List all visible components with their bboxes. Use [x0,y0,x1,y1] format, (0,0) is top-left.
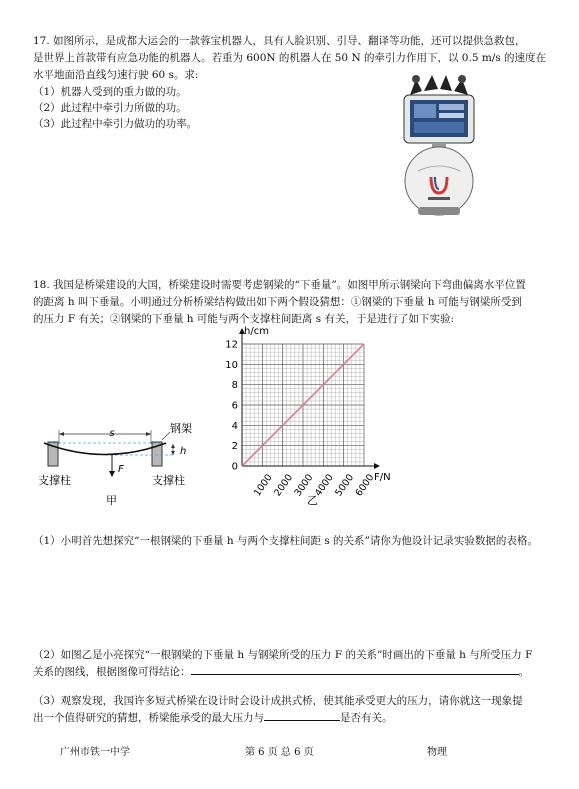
q17-line-1: 17. 如图所示，是成都大运会的一款蓉宝机器人，具有人脸识别、引导、翻译等功能，还可以提供急救包， [33,35,526,47]
q17-sub-2: （2）此过程中牵引力所做的功。 [33,102,187,114]
q17-sub-3: （3）此过程中牵引力做功的功率。 [33,118,198,130]
q18-sub-2-line-2 [33,665,529,679]
x-axis-arrow [374,463,380,469]
q18-line-1: 18. 我国是桥梁建设的大国，桥梁建设时需要考虑钢梁的“下垂量”。如图甲所示钢梁向下弯曲偏离水平位置 [33,279,526,291]
label-s: s [109,428,115,439]
x-tick-label: 1000 [251,472,275,499]
q18-line-3: 的压力 F 有关；②钢梁的下垂量 h 可能与两个支撑柱间距离 s 有关，于是进行了如下实验: [33,313,454,325]
y-axis-label: h/cm [244,326,269,337]
q18-sub-3-line-2 [33,711,393,725]
chart-ticks [225,340,376,499]
x-tick-label: 3000 [292,472,316,499]
q18-sub-2-line-1: （2）如图乙是小亮探究“一根钢梁的下垂量 h 与钢梁所受的压力 F 的关系”时画出的下垂量 h 与所受压力 F [33,649,533,661]
x-tick-label: 2000 [272,472,296,499]
y-tick-label: 2 [231,441,238,453]
h-F-chart [210,322,410,507]
conclusion-blank[interactable] [191,674,519,675]
q18-sub-2-end: 。 [518,666,529,678]
q18-line-2: 的距离 h 叫下垂量。小明通过分析桥梁结构做出如下两个假设猜想：①钢梁的下垂量 h 可能与钢梁所受到 [33,296,522,308]
x-axis-label: F/N [374,472,391,483]
x-tick-label: 4000 [312,472,336,499]
q18-sub-3-line-1: （3）观察发现，我国许多短式桥梁在设计时会设计成拱式桥，使其能承受更大的压力，请你就这一现象提 [33,695,523,707]
label-pillar-left: 支撑柱 [38,474,71,487]
y-tick-label: 4 [231,420,238,432]
caption-yi: 乙 [307,494,318,507]
footer-subject: 物理 [427,747,447,758]
y-tick-label: 12 [225,339,238,351]
label-h: h [180,446,187,457]
q18-sub-3-prompt: 出一个值得研究的猜想，桥梁能承受的最大压力与 [33,712,264,724]
label-F: F [118,464,124,475]
x-tick-label: 6000 [353,472,377,499]
footer-page: 第 6 页 总 6 页 [245,747,314,758]
hypothesis-blank[interactable] [264,720,340,721]
y-tick-label: 0 [231,461,238,473]
steel-beam [44,443,166,455]
caption-jia: 甲 [106,494,117,507]
label-pillar-right: 支撑柱 [152,474,185,487]
q17-line-3: 水平地面沿直线匀速行驶 60 s。求: [33,69,199,81]
footer-school: 广州市铁一中学 [60,747,130,758]
q17-sub-1: （1）机器人受到的重力做的功。 [33,86,187,98]
label-beam: 钢架 [170,422,192,435]
q18-sub-3-end: 是否有关。 [340,712,393,724]
y-tick-label: 8 [231,380,238,392]
beam-diagram [30,420,205,510]
robot-illustration [398,73,480,218]
y-tick-label: 10 [225,359,238,371]
x-tick-label: 5000 [333,472,357,499]
q17-line-2: 是世界上首款带有应急功能的机器人。若重为 600N 的机器人在 50 N 的牵引力作用下，以 0.5 m/s 的速度在 [33,52,547,64]
q18-sub-2-prompt: 关系的图线，根据图像可得结论： [33,666,191,678]
y-tick-label: 6 [231,400,238,412]
q18-sub-1: （1）小明首先想探究“一根钢梁的下垂量 h 与两个支撑柱间距 s 的关系”请你为他设计记录实验数据的表格。 [33,535,538,547]
